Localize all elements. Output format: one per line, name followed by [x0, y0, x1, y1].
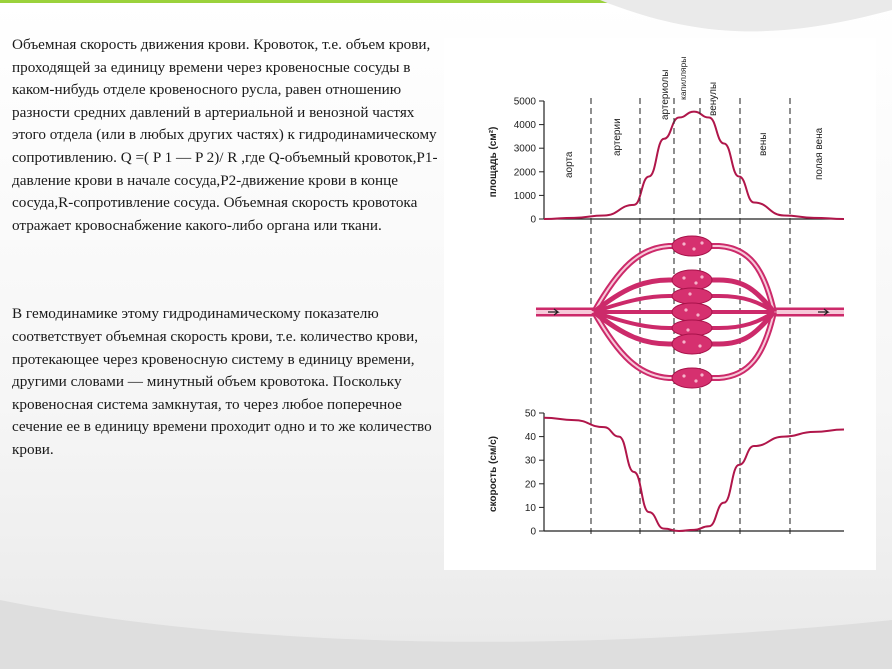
label-capillaries: капилляры — [678, 56, 688, 100]
speed-curve — [544, 418, 844, 531]
paragraph-hemodynamics: В гемодинамике этому гидродинамическому показателю соответствует объемная скорость крови, т.е. количество крови, протекающее через кровеносную систему в единицу времени, другими словами — минутный объем кровотока. Поскольку кровеносная система замкнутая, то через любое поперечное сечение ее в единицу времени проходит одно и то же количество крови. — [12, 305, 432, 458]
speed-tick-label: 10 — [524, 502, 536, 514]
speed-tick-label: 20 — [524, 479, 536, 491]
label-veins: вены — [758, 132, 769, 156]
slide-text — [12, 34, 442, 462]
label-arterioles: артериолы — [660, 69, 671, 120]
area-tick-label: 5000 — [513, 96, 536, 108]
area-curve — [544, 112, 844, 219]
area-ylabel: площадь (см²) — [488, 126, 499, 198]
label-arteries: артерии — [612, 118, 623, 156]
area-tick-label: 1000 — [513, 190, 536, 202]
vessel-diagram — [536, 236, 844, 388]
area-chart-axes — [544, 101, 844, 219]
label-aorta: аорта — [564, 151, 575, 178]
area-ticks — [514, 97, 544, 226]
speed-tick-label: 0 — [530, 526, 536, 538]
label-vena-cava: полая вена — [814, 127, 825, 180]
speed-tick-label: 50 — [524, 408, 536, 420]
area-tick-label: 3000 — [513, 143, 536, 155]
figure-svg — [444, 38, 876, 570]
area-tick-label: 0 — [530, 214, 536, 226]
speed-tick-label: 30 — [524, 455, 536, 467]
paragraph-volumetric-flow: Объемная скорость движения крови. Кровоток, т.е. объем крови, проходящей за единицу времени через кровеносные сосуды в каком-нибудь отделе кровеносного русла, равен отношению разности средних давлений в артериальной и венозной частях этого отдела (или в любых других частях) к гидродинамическому сопротивлению. Q =( P 1 — P 2)/ R ,где Q-объемный кровоток,P1-давление крови в начале сосуда,P2-движение крови в конце сосуда,R-сопротивление сосуда. Объемная скорость кровотока отражает кровоснабжение какого-либо органа или ткани. — [12, 36, 438, 234]
area-tick-label: 4000 — [513, 120, 536, 132]
area-tick-label: 2000 — [513, 167, 536, 179]
label-venules: венулы — [708, 81, 719, 116]
speed-ticks — [525, 409, 544, 538]
vascular-figure — [444, 38, 876, 570]
speed-ylabel: скорость (см/с) — [488, 436, 499, 512]
speed-chart-axes — [544, 413, 844, 531]
speed-tick-label: 40 — [524, 432, 536, 444]
vessel-labels — [564, 57, 825, 180]
